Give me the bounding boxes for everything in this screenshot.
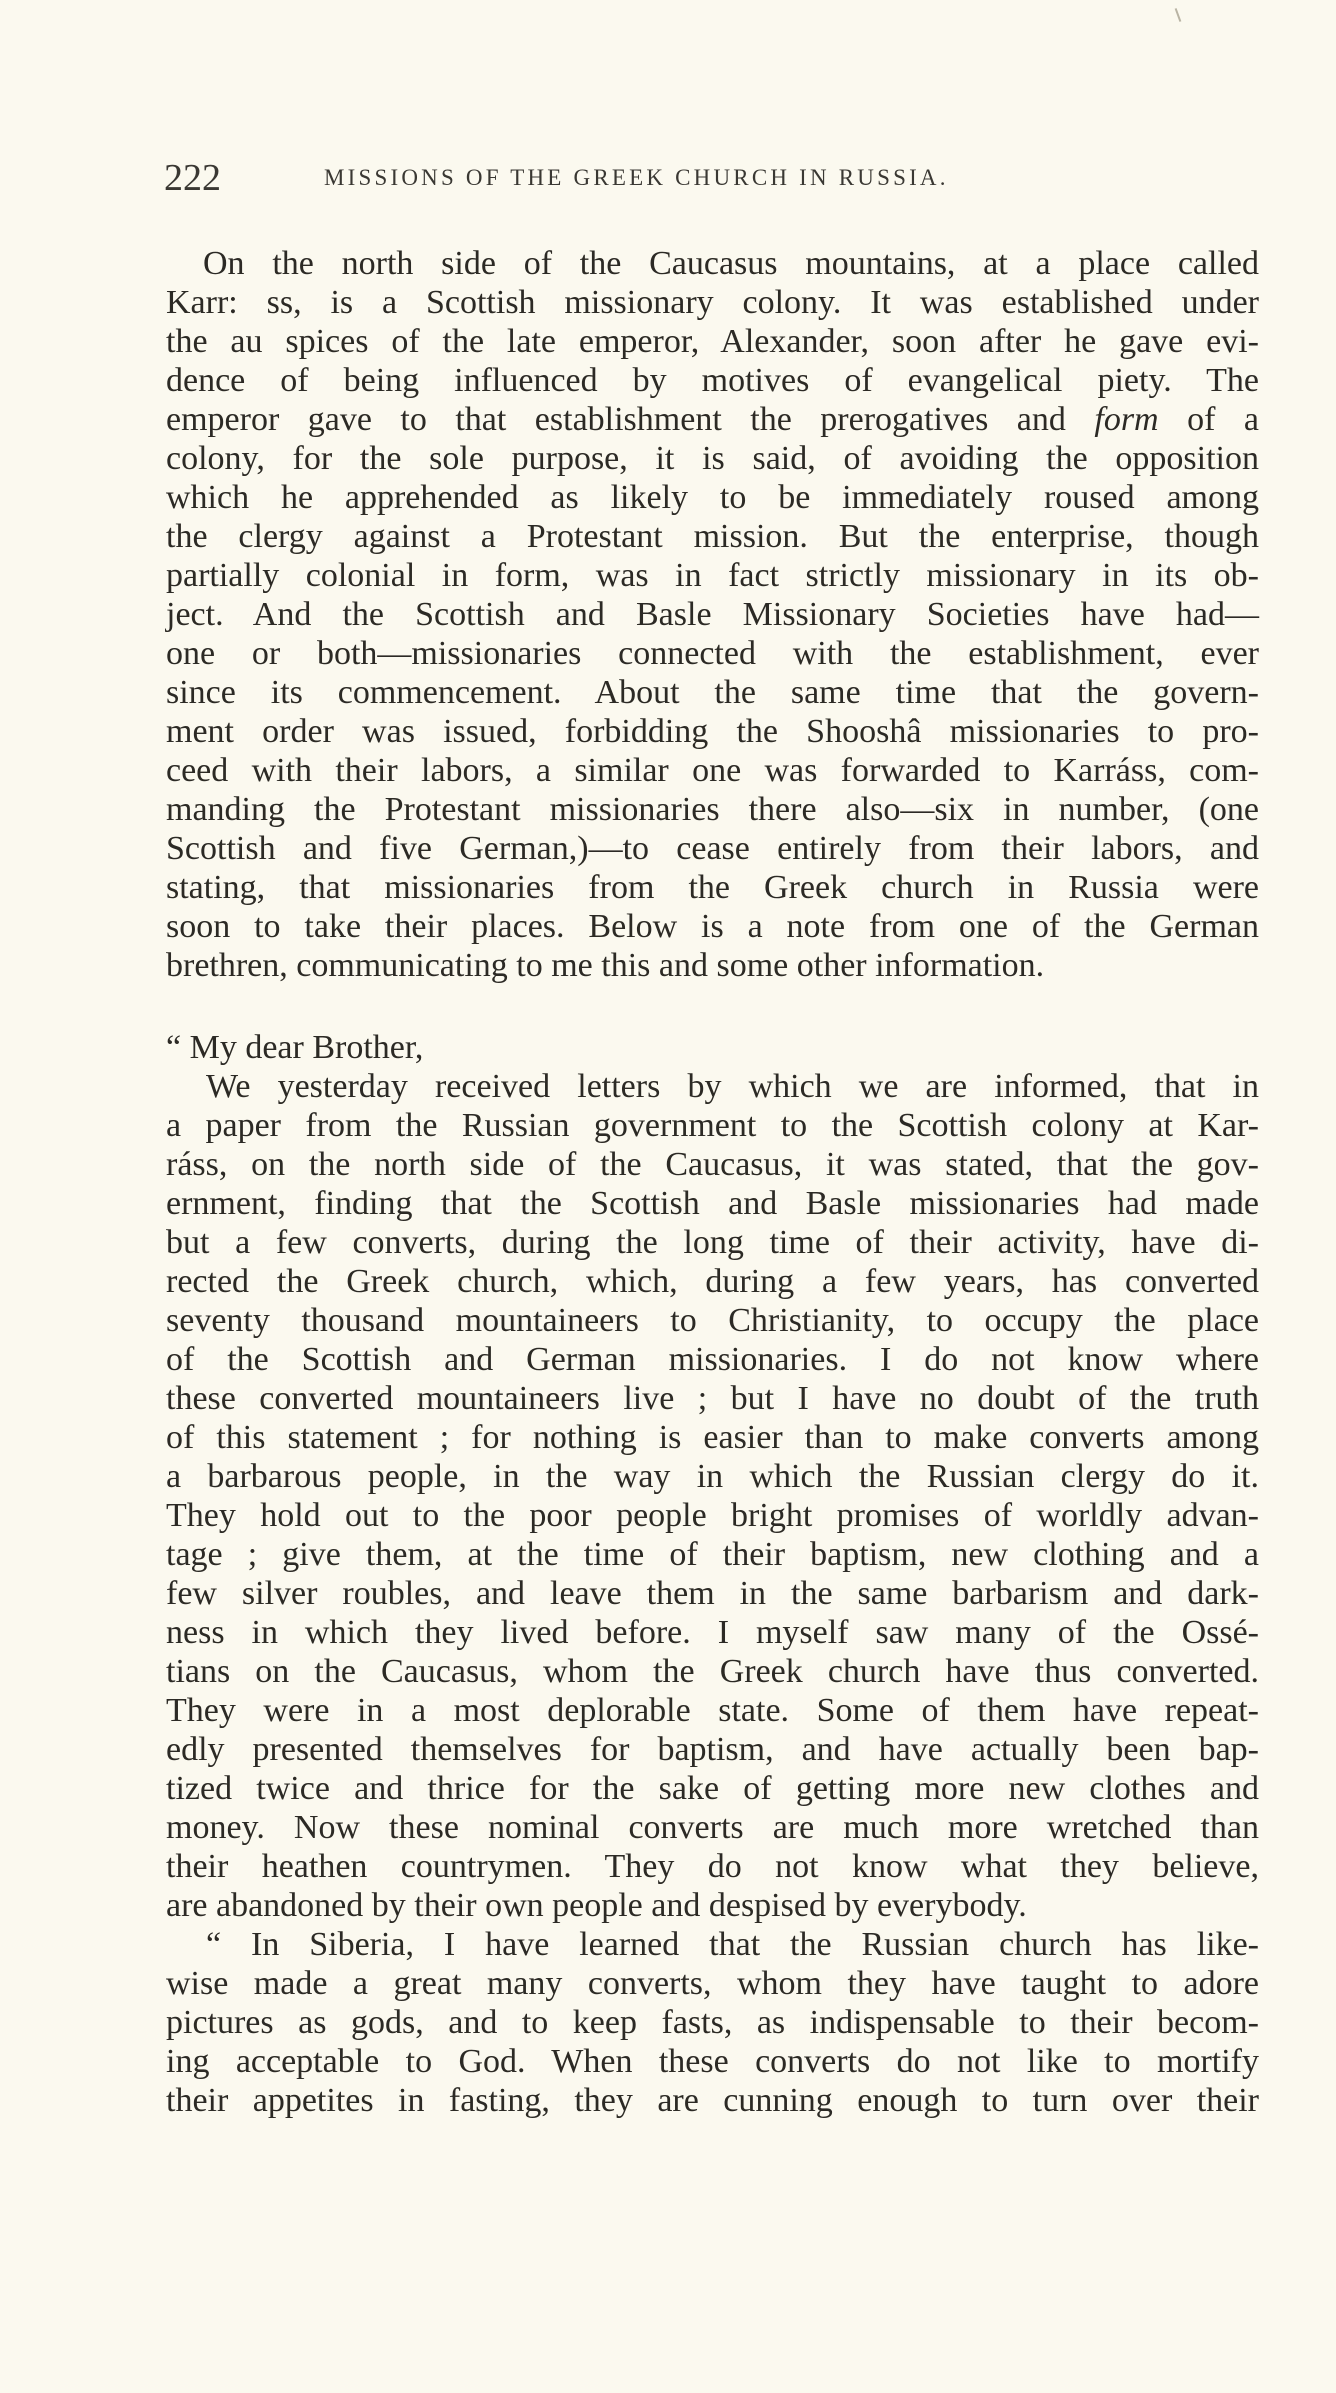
text-line: “ In Siberia, I have learned that the Russian church has like- [206,1926,1259,1963]
running-title: MISSIONS OF THE GREEK CHURCH IN RUSSIA. [324,165,949,190]
text-line: soon to take their places. Below is a note from one of the German [166,908,1259,945]
text-line: their appetites in fasting, they are cunning enough to turn over their [166,2082,1259,2119]
text-line: Karr: ss, is a Scottish missionary colony. It was established under [166,284,1259,321]
text-line: pictures as gods, and to keep fasts, as indispensable to their becom- [166,2004,1259,2041]
text-line: ráss, on the north side of the Caucasus, it was stated, that the gov- [166,1146,1259,1183]
text-line: their heathen countrymen. They do not know what they believe, [166,1848,1259,1885]
text-line: dence of being influenced by motives of evangelical piety. The [166,362,1259,399]
paragraph [166,1067,1259,1925]
text-line: manding the Protestant missionaries there also—six in number, (one [166,791,1259,828]
text-line: a paper from the Russian government to the Scottish colony at Kar- [166,1107,1259,1144]
text-line: money. Now these nominal converts are much more wretched than [166,1809,1259,1846]
text-line: since its commencement. About the same time that the govern- [166,674,1259,711]
text-line: one or both—missionaries connected with the establishment, ever [166,635,1259,672]
text-line: ing acceptable to God. When these converts do not like to mortify [166,2043,1259,2080]
text-line: On the north side of the Caucasus mountains, at a place called [203,245,1259,282]
text-line [166,400,1259,439]
text-line: these converted mountaineers live ; but I have no doubt of the truth [166,1380,1259,1417]
paragraph [166,244,1259,985]
text-line: rected the Greek church, which, during a few years, has converted [166,1263,1259,1300]
text-line: ment order was issued, forbidding the Shooshâ missionaries to pro- [166,713,1259,750]
text-line: “ My dear Brother, [166,1029,424,1066]
text-segment: emperor gave to that establishment the prerogatives and [166,401,1095,438]
text-line: seventy thousand mountaineers to Christianity, to occupy the place [166,1302,1259,1339]
text-line: the clergy against a Protestant mission. But the enterprise, though [166,518,1259,555]
salutation [166,1028,1259,1067]
text-line: of this statement ; for nothing is easier than to make converts among [166,1419,1259,1456]
text-line: few silver roubles, and leave them in the same barbarism and dark- [166,1575,1259,1612]
text-line: which he apprehended as likely to be immediately roused among [166,479,1259,516]
text-line: They were in a most deplorable state. Some of them have repeat- [166,1692,1259,1729]
text-line: but a few converts, during the long time of their activity, have di- [166,1224,1259,1261]
italic-text: form [1094,401,1159,438]
text-line: brethren, communicating to me this and some other information. [166,947,1045,984]
text-line: They hold out to the poor people bright promises of worldly advan- [166,1497,1259,1534]
page-number: 222 [164,157,221,199]
text-line: wise made a great many converts, whom they have taught to adore [166,1965,1259,2002]
scan-mark [1175,8,1182,22]
text-line: ness in which they lived before. I myself saw many of the Ossé- [166,1614,1259,1651]
text-line: the au spices of the late emperor, Alexander, soon after he gave evi- [166,323,1259,360]
text-line: edly presented themselves for baptism, and have actually been bap- [166,1731,1259,1768]
text-segment: of a [1158,401,1259,438]
text-line: stating, that missionaries from the Greek church in Russia were [166,869,1259,906]
text-line: of the Scottish and German missionaries. I do not know where [166,1341,1259,1378]
text-line: ernment, finding that the Scottish and Basle missionaries had made [166,1185,1259,1222]
text-line: tage ; give them, at the time of their baptism, new clothing and a [166,1536,1259,1573]
text-line: a barbarous people, in the way in which the Russian clergy do it. [166,1458,1259,1495]
text-line: colony, for the sole purpose, it is said, of avoiding the opposition [166,440,1259,477]
text-line: Scottish and five German,)—to cease entirely from their labors, and [166,830,1259,867]
text-line: tized twice and thrice for the sake of getting more new clothes and [166,1770,1259,1807]
text-line: are abandoned by their own people and despised by everybody. [166,1887,1027,1924]
text-line: ject. And the Scottish and Basle Missionary Societies have had— [166,596,1259,633]
body-text [166,244,1259,2120]
text-line: partially colonial in form, was in fact strictly missionary in its ob- [166,557,1259,594]
text-line: tians on the Caucasus, whom the Greek church have thus converted. [166,1653,1259,1690]
text-line: We yesterday received letters by which we are informed, that in [206,1068,1259,1105]
paragraph [166,1925,1259,2120]
text-line: ceed with their labors, a similar one was forwarded to Karráss, com- [166,752,1259,789]
